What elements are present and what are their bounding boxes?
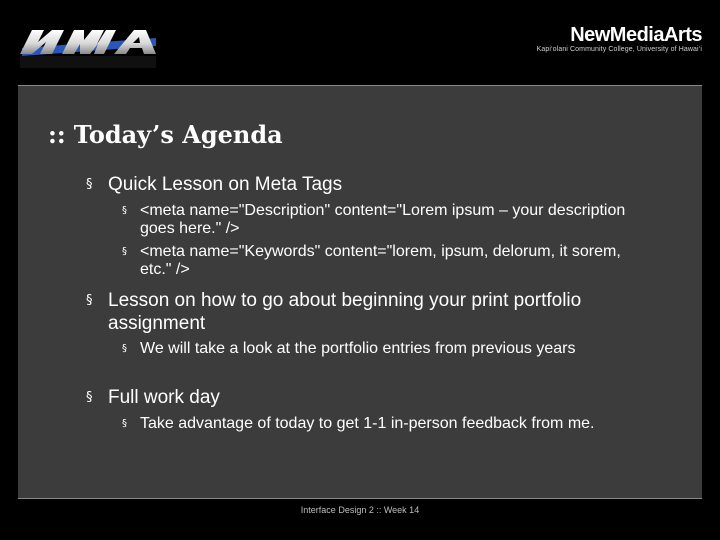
list-item xyxy=(86,173,646,196)
brand-name: NewMediaArts xyxy=(570,24,702,46)
slide-title xyxy=(48,120,283,149)
sub-list-item-text: <meta name="Keywords" content="lorem, ipsum, delorum, it sorem, etc." /> xyxy=(140,243,621,278)
list-item-text: Full work day xyxy=(108,387,220,408)
sub-list-item xyxy=(122,202,642,238)
title-text: Today’s Agenda xyxy=(73,120,283,149)
sub-list-item xyxy=(122,243,642,279)
sub-list-item xyxy=(122,415,642,433)
brand-subtitle: Kapi‘olani Community College, University of Hawai‘i xyxy=(536,46,702,53)
sub-list-item-text: <meta name="Description" content="Lorem ipsum – your description goes here." /> xyxy=(140,202,626,237)
list-item xyxy=(86,289,646,335)
sub-list-item xyxy=(122,340,642,358)
nma-logo-icon xyxy=(18,24,160,70)
list-item xyxy=(86,386,646,409)
list-item-text: Quick Lesson on Meta Tags xyxy=(108,174,343,195)
sub-list-item-text: We will take a look at the portfolio entries from previous years xyxy=(140,340,576,357)
bullet-icon: § xyxy=(122,205,127,216)
bullet-icon: § xyxy=(122,418,127,429)
list-item-text: Lesson on how to go about beginning your print portfolio assignment xyxy=(108,290,582,334)
sub-list-item-text: Take advantage of today to get 1-1 in-person feedback from me. xyxy=(140,415,595,432)
brand-block xyxy=(537,25,702,53)
slide-footer: Interface Design 2 :: Week 14 xyxy=(300,505,420,515)
bullet-icon: § xyxy=(122,246,127,257)
content-panel xyxy=(18,85,702,499)
bullet-icon: § xyxy=(86,177,93,192)
title-prefix: :: xyxy=(48,120,66,149)
bullet-icon: § xyxy=(86,390,93,405)
bullet-icon: § xyxy=(122,343,127,354)
bullet-icon: § xyxy=(86,293,93,308)
